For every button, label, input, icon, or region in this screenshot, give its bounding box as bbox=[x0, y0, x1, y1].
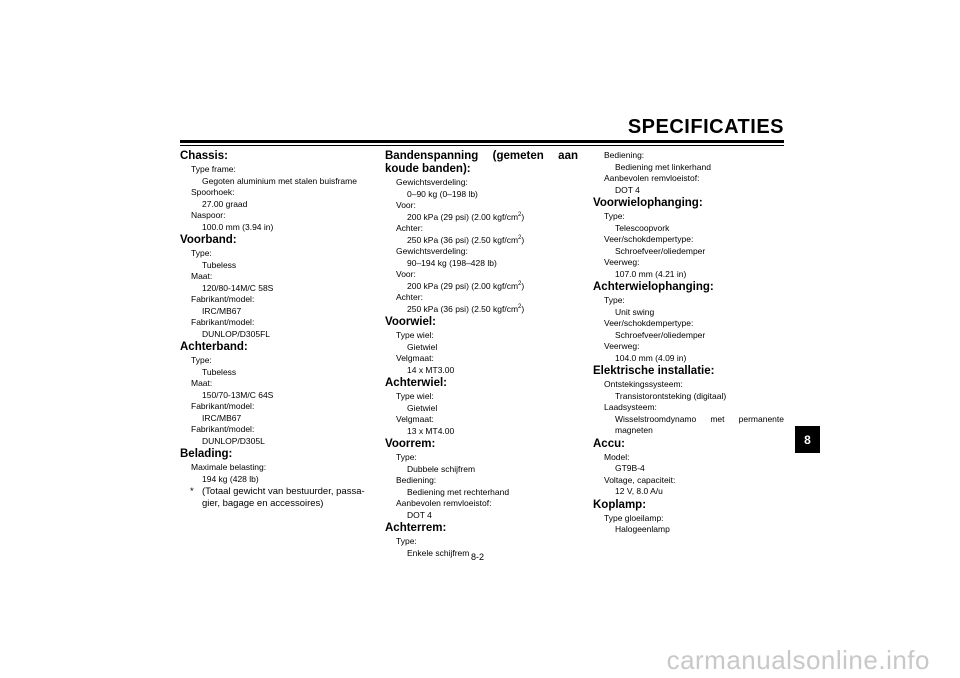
footnote bbox=[180, 486, 367, 510]
spec-label: Type: bbox=[191, 248, 212, 258]
spec-value: 90–194 kg (198–428 lb) bbox=[407, 257, 497, 268]
spec-label: Voor: bbox=[396, 269, 416, 279]
paren: ) bbox=[521, 234, 525, 245]
spec-value: Tubeless bbox=[202, 259, 237, 270]
spec-label: Veerweg: bbox=[604, 341, 640, 351]
spec-label: Type: bbox=[396, 452, 417, 462]
spec-value: 100.0 mm (3.94 in) bbox=[202, 221, 274, 232]
spec-label: Model: bbox=[604, 451, 630, 462]
spec-value: 13 x MT4.00 bbox=[407, 425, 455, 436]
spec-value: Gegoten aluminium met stalen buisframe bbox=[202, 175, 357, 186]
spec-label: Voor: bbox=[396, 200, 416, 210]
spec-value: Gietwiel bbox=[407, 341, 438, 352]
spec-value: Transistorontsteking (digitaal) bbox=[615, 390, 727, 401]
spec-label: Velgmaat: bbox=[396, 353, 434, 363]
pressure-value: 250 kPa (36 psi) (2.50 kgf/cm bbox=[407, 234, 519, 245]
spec-label: Gewichtsverdeling: bbox=[396, 177, 468, 187]
spec-value: DUNLOP/D305FL bbox=[202, 328, 271, 339]
spec-value: Telescoopvork bbox=[615, 222, 670, 233]
spec-value: 104.0 mm (4.09 in) bbox=[615, 352, 687, 363]
section-heading-load: Belading: bbox=[180, 448, 233, 460]
spec-column-2 bbox=[385, 150, 578, 559]
superscript: 2 bbox=[518, 234, 522, 241]
spec-label: Type wiel: bbox=[396, 391, 434, 401]
section-heading-electrical: Elektrische installatie: bbox=[593, 365, 715, 377]
section-heading-front-brake: Voorrem: bbox=[385, 438, 436, 450]
spec-value bbox=[385, 235, 578, 247]
spec-label: Type: bbox=[604, 295, 625, 305]
spec-value: 27.00 graad bbox=[202, 198, 248, 209]
spec-value: 12 V, 8.0 A/u bbox=[615, 486, 663, 496]
spec-label: Aanbevolen remvloeistof: bbox=[604, 173, 700, 183]
spec-value: Bediening met rechterhand bbox=[407, 486, 510, 497]
spec-value: 150/70-13M/C 64S bbox=[202, 389, 274, 400]
spec-label: Achter: bbox=[396, 223, 423, 233]
spec-label: Fabrikant/model: bbox=[191, 401, 255, 411]
spec-label: Naspoor: bbox=[191, 210, 226, 220]
spec-label: Maximale belasting: bbox=[191, 462, 267, 472]
spec-value: Schroefveer/oliedemper bbox=[615, 329, 706, 340]
spec-value: Tubeless bbox=[202, 366, 237, 377]
section-heading-front-wheel: Voorwiel: bbox=[385, 316, 436, 328]
spec-label: Voltage, capaciteit: bbox=[604, 474, 676, 485]
spec-label: Fabrikant/model: bbox=[191, 424, 255, 434]
spec-value: 120/80-14M/C 58S bbox=[202, 282, 274, 293]
spec-label: Type: bbox=[191, 355, 212, 365]
spec-label: Bediening: bbox=[604, 150, 645, 160]
page-number: 8-2 bbox=[471, 552, 485, 562]
spec-label: Type wiel: bbox=[396, 330, 434, 340]
spec-value: IRC/MB67 bbox=[202, 412, 242, 423]
pressure-value: 200 kPa (29 psi) (2.00 kgf/cm bbox=[407, 280, 519, 291]
spec-label: Bediening: bbox=[396, 475, 437, 485]
spec-label: Gewichtsverdeling: bbox=[396, 246, 468, 256]
footnote-bullet: * bbox=[190, 486, 194, 497]
spec-value: Wisselstroomdynamo met permanente magneten bbox=[615, 413, 784, 435]
paren: ) bbox=[521, 211, 525, 222]
section-heading-rear-brake: Achterrem: bbox=[385, 522, 447, 534]
section-heading-rear-suspension: Achterwielophanging: bbox=[593, 281, 714, 293]
pressure-value: 250 kPa (36 psi) (2.50 kgf/cm bbox=[407, 303, 519, 314]
spec-label: Spoorhoek: bbox=[191, 187, 235, 197]
spec-value: Halogeenlamp bbox=[615, 524, 670, 534]
section-heading-front-tire: Voorband: bbox=[180, 234, 237, 246]
spec-value: Schroefveer/oliedemper bbox=[615, 245, 706, 256]
spec-label: Laadsysteem: bbox=[604, 402, 657, 412]
spec-label: Achter: bbox=[396, 292, 423, 302]
spec-value: Unit swing bbox=[615, 306, 655, 317]
watermark-text: carmanualsonline.info bbox=[666, 645, 930, 675]
spec-value: DUNLOP/D305L bbox=[202, 435, 265, 446]
section-heading-battery: Accu: bbox=[593, 437, 625, 450]
spec-label: Type: bbox=[604, 211, 625, 221]
spec-value: IRC/MB67 bbox=[202, 305, 242, 316]
spec-label: Type: bbox=[396, 536, 417, 546]
section-heading-tire-pressure: Bandenspanning (gemeten aan koude banden): bbox=[385, 150, 578, 175]
spec-value: DOT 4 bbox=[615, 184, 640, 195]
spec-label: Fabrikant/model: bbox=[191, 317, 255, 327]
header-rule-thin bbox=[180, 145, 784, 146]
spec-value: DOT 4 bbox=[407, 509, 432, 520]
page-title: SPECIFICATIES bbox=[627, 116, 784, 138]
spec-value bbox=[385, 212, 578, 224]
spec-label: Type frame: bbox=[191, 164, 236, 174]
spec-label: Ontstekingssysteem: bbox=[604, 379, 683, 389]
spec-label: Aanbevolen remvloeistof: bbox=[396, 498, 492, 508]
header-rule-thick bbox=[180, 140, 784, 143]
spec-column-1 bbox=[180, 150, 367, 510]
spec-value bbox=[385, 281, 578, 293]
spec-value: 194 kg (428 lb) bbox=[202, 473, 259, 484]
superscript: 2 bbox=[518, 280, 522, 287]
section-heading-rear-tire: Achterband: bbox=[180, 341, 248, 353]
spec-label: Veerweg: bbox=[604, 257, 640, 267]
spec-value: Enkele schijfrem bbox=[407, 547, 470, 558]
section-heading-headlight: Koplamp: bbox=[593, 498, 647, 511]
spec-value: Dubbele schijfrem bbox=[407, 463, 476, 474]
spec-value: GT9B-4 bbox=[615, 463, 645, 473]
paren: ) bbox=[521, 303, 525, 314]
pressure-value: 200 kPa (29 psi) (2.00 kgf/cm bbox=[407, 211, 519, 222]
superscript: 2 bbox=[518, 211, 522, 218]
paren: ) bbox=[521, 280, 525, 291]
spec-column-3 bbox=[593, 150, 784, 536]
section-heading-rear-wheel: Achterwiel: bbox=[385, 377, 447, 389]
spec-value bbox=[385, 304, 578, 316]
section-heading-front-suspension: Voorwielophanging: bbox=[593, 197, 703, 209]
spec-label: Fabrikant/model: bbox=[191, 294, 255, 304]
footnote-text: (Totaal gewicht van bestuurder, passa-gier, bagage en accessoires) bbox=[202, 486, 365, 509]
spec-value: 0–90 kg (0–198 lb) bbox=[407, 188, 478, 199]
spec-label: Veer/schokdempertype: bbox=[604, 318, 694, 328]
spec-label: Type gloeilamp: bbox=[604, 512, 664, 523]
superscript: 2 bbox=[518, 303, 522, 310]
spec-value: 107.0 mm (4.21 in) bbox=[615, 268, 687, 279]
spec-value: Bediening met linkerhand bbox=[615, 161, 711, 172]
spec-value: 14 x MT3.00 bbox=[407, 364, 455, 375]
section-heading-chassis: Chassis: bbox=[180, 150, 228, 162]
spec-label: Maat: bbox=[191, 271, 213, 281]
spec-label: Maat: bbox=[191, 378, 213, 388]
spec-label: Velgmaat: bbox=[396, 414, 434, 424]
chapter-tab: 8 bbox=[795, 426, 820, 453]
spec-value: Gietwiel bbox=[407, 402, 438, 413]
spec-label: Veer/schokdempertype: bbox=[604, 234, 694, 244]
